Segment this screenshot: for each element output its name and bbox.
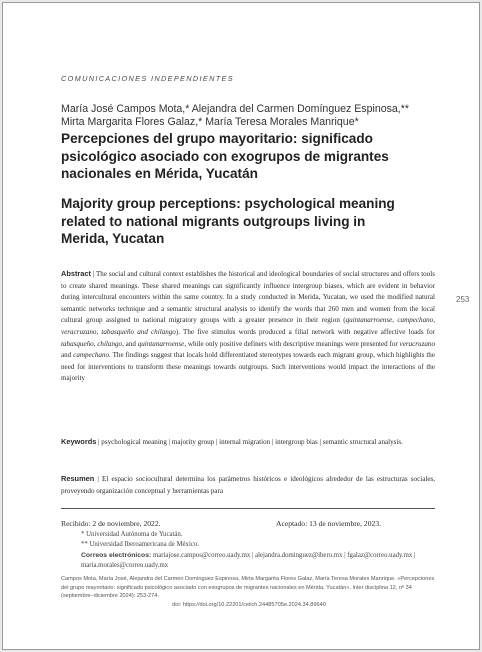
abstract-label: Abstract bbox=[61, 269, 91, 278]
author-list bbox=[61, 103, 461, 129]
abstract-text-2: ). The five stimulus words produced a filial network with negative affective loads for bbox=[175, 327, 435, 336]
emails-text: mariajose.campos@correo.uady.mx | alejandra.dominguez@ibero.mx | fgalaz@correo.uady.mx | maria.morales@correo.uady.mx bbox=[81, 551, 416, 569]
abstract-em-5: campechano. bbox=[73, 351, 111, 360]
keywords-text: | psychological meaning | majority group | internal migration | intergroup bias | semantic structural analysis. bbox=[96, 438, 403, 446]
abstract-em-1: quintanarroense, campechano, veracruzano, tabasqueño and chilango bbox=[61, 316, 435, 336]
abstract-text-5: and bbox=[61, 351, 74, 360]
resumen-text: | El espacio sociocultural determina los parámetros históricos e ideológicos alrededor de las estructuras sociales, proveyendo organización conceptual y herramientas para bbox=[61, 475, 435, 495]
emails-line bbox=[81, 551, 435, 572]
accepted-date: Aceptado: 13 de noviembre, 2023. bbox=[276, 519, 382, 528]
journal-page bbox=[2, 2, 480, 650]
affiliation-1: * Universidad Autónoma de Yucatán. bbox=[81, 531, 183, 538]
received-date: Recibido: 2 de noviembre, 2022. bbox=[61, 519, 161, 528]
author-line-1: María José Campos Mota,* Alejandra del Carmen Domínguez Espinosa,** bbox=[61, 103, 410, 115]
author-line-2: Mirta Margarita Flores Galaz,* María Teresa Morales Manrique* bbox=[61, 116, 359, 128]
resumen-label: Resumen bbox=[61, 474, 95, 483]
keywords-label: Keywords bbox=[61, 437, 97, 446]
abstract-text-6: The findings suggest that locals hold differentiated stereotypes towards each migrant group, which highlights the need for interventions to transform these meanings towards outgroups. Such interventions would impact the interactions of the majority bbox=[61, 351, 435, 383]
abstract-paragraph bbox=[61, 268, 435, 385]
abstract-em-3: quintanarroense, bbox=[137, 339, 187, 348]
title-spanish: Percepciones del grupo mayoritario: significado psicológico asociado con exogrupos de migrantes nacionales en Mérida, Yucatán bbox=[61, 131, 389, 181]
resumen-paragraph bbox=[61, 473, 435, 497]
page-number: 253 bbox=[456, 295, 470, 304]
citation-doi: doi: https://doi.org/10.22201/ceiich.24485705e.2024.34.89640 bbox=[172, 601, 326, 608]
citation-text: Campos Mota, María José, Alejandra del Carmen Domínguez Espinosa, Mirta Margarita Flores Galaz, María Teresa Morales Manrique. «Percepciones del grupo mayoritario: significado psicológico asociado con exogrupos de migrantes nacionales en Mérida, Yucatán». inter disciplina 12, nº 34 (septiembre–diciembre 2024): 253-274. bbox=[61, 576, 435, 600]
dates-line bbox=[61, 519, 435, 529]
title-english: Majority group perceptions: psychological meaning related to national migrants outgroups living in Merida, Yucatan bbox=[61, 196, 395, 246]
affiliations bbox=[81, 530, 435, 571]
emails-label: Correos electrónicos: bbox=[81, 551, 152, 559]
footnote-divider bbox=[61, 508, 435, 509]
citation-block bbox=[61, 575, 437, 609]
affiliation-2: ** Universidad Iberoamericana de México. bbox=[81, 541, 199, 549]
abstract-text-3: and bbox=[123, 339, 138, 348]
abstract-text-4: while only positive definers with descriptive meanings were presented for bbox=[186, 339, 400, 348]
abstract-em-2: tabasqueño, chilango, bbox=[61, 339, 124, 348]
keywords-paragraph bbox=[61, 436, 435, 449]
section-label: COMUNICACIONES INDEPENDIENTES bbox=[61, 74, 234, 83]
abstract-em-4: veracruzano bbox=[399, 339, 436, 348]
abstract-text-1: | The social and cultural context establishes the historical and ideological boundaries of social structures and offers tools to create shared meanings. These shared meanings can significantly influence intergroup biases, which are evident in behavior during intercultural encounters within the same country. In a study conducted in Merida, Yucatan, we used the modified natural semantic networks technique and a semantic structural analysis to identify the words that 260 men and women from the local cultural group assigned to national migratory groups with a greater presence in their region ( bbox=[61, 270, 435, 325]
